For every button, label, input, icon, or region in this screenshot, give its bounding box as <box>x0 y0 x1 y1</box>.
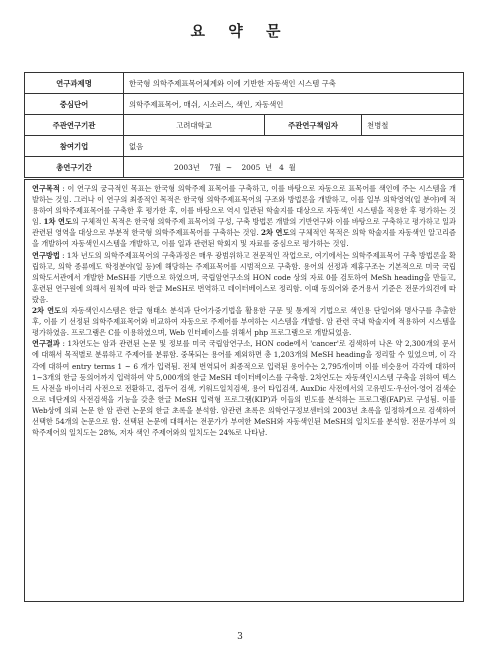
pi-label: 주관연구책임자 <box>265 115 362 136</box>
table-row <box>25 94 464 115</box>
pi-value: 천병철 <box>362 115 464 136</box>
purpose-year2: 2차 연도 <box>261 228 290 238</box>
summary-info-table <box>24 72 464 178</box>
project-label: 연구과제명 <box>25 73 124 94</box>
page-number: 3 <box>237 632 243 642</box>
table-row <box>25 73 464 94</box>
project-value: 한국형 의학주제표목어체계와 이에 기반한 자동색인 시스템 구축 <box>124 73 464 94</box>
year2-heading: 2차 연도 <box>32 306 61 316</box>
table-row <box>25 157 464 178</box>
summary-body <box>24 179 464 602</box>
org-value: 고려대학교 <box>124 115 265 136</box>
period-label: 총연구기간 <box>25 157 124 178</box>
org-label: 주관연구기관 <box>25 115 124 136</box>
purpose-year1: 1차 연도 <box>43 217 72 227</box>
table-row <box>25 136 464 157</box>
table-row <box>25 115 464 136</box>
method-text: : 1차 년도의 의학주제표목어의 구축과정은 매우 광범위하고 전문적인 작업으로, 여기에서는 의학주제표목어 구축 방법론을 확립하고, 의학 종류에도 학정분야(일 등)에 해당하는 주제표목어를 시범적으로 구축함. 용어의 선정과 제휴구조는 기본적으로 미국 국립의학도서관에서 개발한 MeSH를 기반으로 하였으며, 국립암연구소의 HON code 상의 자료 0를 검토하여 MeSh heading을 만들고, 훈련된 연구원에 의해서 원칙에 따라 한글 MeSH로 번역하고 데이터베이스로 정리함. 이때 동의어와 준거용서 기준은 전문가의견에 따랐음. <box>32 250 456 304</box>
document-title: 요 약 문 <box>190 22 290 40</box>
results-paragraph <box>32 338 456 438</box>
partner-value: 없음 <box>124 136 464 157</box>
purpose-text-b: 의 구체적인 목적은 한국형 의학주제 표목어의 구성, 구축 방법론 개발의 기반연구와 이를 바탕으로 구축하고 평가하고 일과 관련된 영역을 대상으로 부분적 한국형 의학주제표목어를 구축하는 것임. <box>32 217 456 238</box>
year2-paragraph <box>32 305 456 338</box>
keywords-value: 의학주제표목어, 매쉬, 시소러스, 색인, 자동색인 <box>124 94 464 115</box>
period-value: 2003년 7월 ~ 2005 년 4 월 <box>124 157 464 178</box>
results-text: : 1차연도는 암과 관련된 논문 및 정보를 미국 국립암연구소, HON code에서 'cancer'로 검색하여 나온 약 2,300개의 문서에 대해서 목적별로 분류하고 주제어를 분류함. 중복되는 용어를 제외하면 총 1,203개의 MeSH heading을 정리할 수 있었으며, 이 각각에 대하여 entry terms 1 ~ 6 개가 입력됨. 전체 번역되어 최종적으로 입력된 용어수는 2,795개이며 이를 비슷용어 각각에 대하여 1~3개의 한글 동의어까지 입력하여 약 5,000개의 한글 MeSH 데이터베이스를 구축함. 2차연도는 자동색인시스템 구축을 위하여 텍스트 사전을 바이너리 사전으로 전환하고, 접두어 검색, 키워드일치검색, 용어 타입검색, AuxDic 사전에서의 고유빈도·우선어·영어 검색순으로 네단계의 사전검색을 기능을 갖춘 한글 MeSH 입력형 프로그램(KIP)과 이들의 빈도를 분석하는 프로그램(FAP)로 구성됨. 이를 Web상에 의뢰 논문 한 암 관련 논문의 한글 초록을 분석함. 암관련 초록은 의학연구정보센터의 2003년 초록을 일정하게으로 검색하여 선택한 54개의 논문으로 함. 선택된 논문에 대해서는 전문가가 부여한 MeSH와 자동색인된 MeSH의 일치도를 분석함. 전문가부여 의학주제어의 일치도는 28%, 저자 색인 주제어와의 일치도는 24%로 나타남. <box>32 339 456 438</box>
partner-label: 참여기업 <box>25 136 124 157</box>
purpose-text-c: 의 구체적인 목적은 의학 학술지를 자동색인 알고리즘을 개발하여 자동색인시스템을 개발하고, 이를 일과 관련된 학회지 및 자료를 중심으로 평가하는 것임. <box>32 228 456 249</box>
method-paragraph <box>32 250 456 305</box>
year2-text: 의 자동색인시스템은 한글 형태소 분석과 단어가중기법을 활용한 구문 및 통계적 기법으로 색인용 단일어와 명사구를 추출한 후, 이를 기 선정된 의학주제표목어와 비교하여 자동으로 주제어를 부여하는 시스템을 개발함. 암 관련 국내 학술지에 적용하여 시스템을 평가하였음. 프로그램은 C를 이용하였으며, Web 인터페이스를 위해서 php 프로그램으로 개발되었음. <box>32 306 456 338</box>
purpose-paragraph <box>32 183 456 250</box>
results-heading: 연구결과 <box>32 339 60 349</box>
keywords-label: 중심단어 <box>25 94 124 115</box>
method-heading: 연구방법 <box>32 250 60 260</box>
purpose-heading: 연구목적 <box>32 184 60 193</box>
purpose-text: : 이 연구의 궁극적인 목표는 한국형 의학주제 표목어를 구축하고, 이를 바탕으로 자동으로 표목어를 색인에 주는 시스템을 개발하는 것임. 그러나 이 연구의 최종적인 목적은 한국형 의학주제표목어의 구조와 방법론을 개발하고, 이를 일부 의학영역(일 분야)에 적용하여 의학주제표목어를 구축한 후 평가한 후, 이를 바탕으로 역시 일관된 학술지를 대상으로 자동색인 시스템을 적용한 후 평가하는 것임. <box>32 184 456 227</box>
